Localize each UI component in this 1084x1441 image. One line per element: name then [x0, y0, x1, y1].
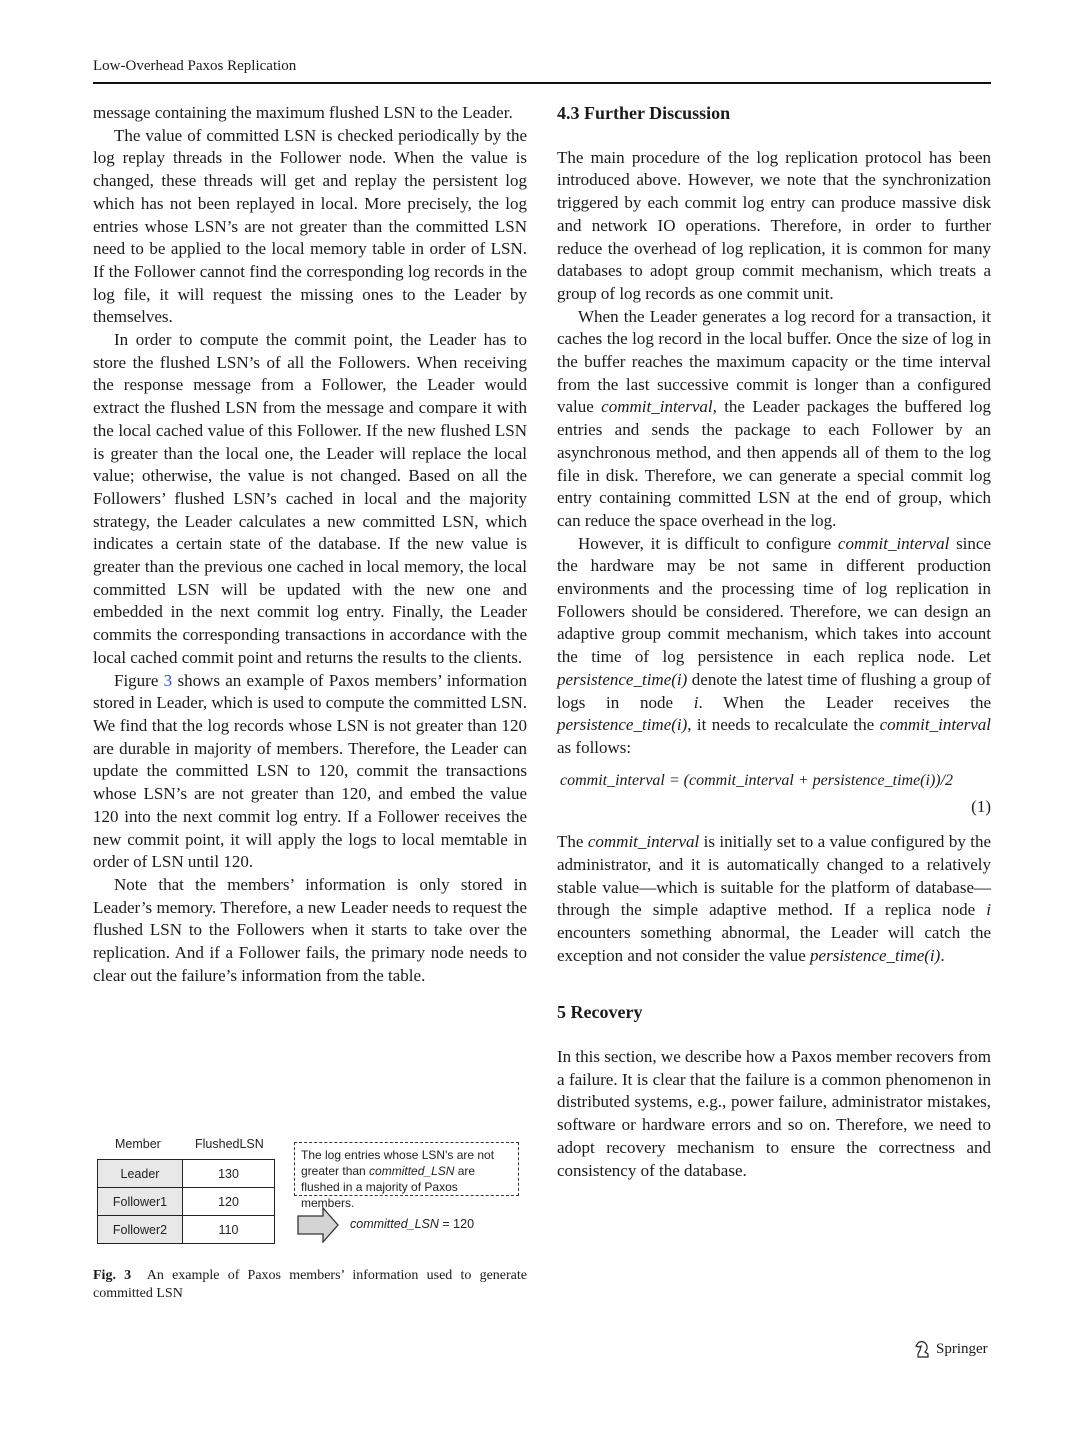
lsn-cell: 110	[183, 1216, 275, 1244]
paragraph-figure-ref	[93, 670, 527, 874]
paragraph: The value of committed LSN is checked periodically by the log replay threads in the Follower node. When the value is changed, these threads will get and replay the persistent log which has not been replayed in local. More precisely, the log entries whose LSN’s are not greater than the committed LSN need to be applied to the local memory table in order of LSN. If the Follower cannot find the corresponding log records in the log file, it will request the missing ones to the Leader by themselves.	[93, 125, 527, 327]
paragraph: The main procedure of the log replication protocol has been introduced above. However, we note that the synchronization triggered by each commit log entry can produce massive disk and network IO operations. Therefore, in order to further reduce the overhead of log replication, it is common for many databases to adopt group commit mechanism, which treats a group of log records as one commit unit.	[557, 147, 991, 303]
member-cell: Leader	[98, 1160, 183, 1188]
caption-text: An example of Paxos members’ information used to generate committed LSN	[93, 1268, 527, 1301]
figure-3-link[interactable]: 3	[163, 670, 173, 690]
figure-3	[93, 1133, 527, 1263]
figure-caption	[93, 1267, 527, 1303]
note-box	[294, 1142, 519, 1210]
table-row	[98, 1188, 275, 1216]
lsn-cell: 120	[183, 1188, 275, 1216]
paragraph-text: shows an example of Paxos members’ information stored in Leader, which is used to compute the committed LSN. We find that the log records whose LSN is not greater than 120 are durable in majority of members. Therefore, the Leader can update the committed LSN to 120, commit the transactions whose LSN’s are not greater than 120, and embed the value 120 into the next commit log entry. If a Follower receives the new commit point, it will apply the logs to local memtable in order of LSN until 120.	[93, 670, 528, 872]
paragraph: When the Leader generates a log record for a transaction, it caches the log record in the local buffer. Once the size of log in the buffer reaches the maximum capacity or the time interval from the last successive commit is longer than a configured value commit_interval, the Leader packages the buffered log entries and sends the package to each Follower by an asynchronous method, and then appends all of them to the log file in disk. Therefore, we can generate a special commit log entry containing committed LSN at the end of group, which can reduce the space overhead in the log.	[557, 306, 991, 530]
springer-knight-logo-icon	[914, 1339, 932, 1359]
paragraph: In this section, we describe how a Paxos member recovers from a failure. It is clear that the failure is a common phenomenon in distributed systems, e.g., power failure, administrator mistakes, software or hardware errors and so on. Therefore, we need to adopt recovery mechanism to ensure the correctness and consistency of the database.	[557, 1047, 991, 1180]
note-text: are flushed in a majority of Paxos members.	[301, 1164, 476, 1210]
equation-1	[560, 770, 991, 793]
member-cell: Follower2	[98, 1216, 183, 1244]
note-text: The log entries whose LSN's are not greater than	[301, 1148, 495, 1178]
right-arrow-icon	[297, 1207, 339, 1243]
section-heading-5: 5 Recovery	[557, 1002, 643, 1023]
committed-lsn-result	[350, 1217, 474, 1231]
publisher-logo	[914, 1339, 988, 1359]
equation-number: (1)	[971, 797, 991, 817]
paragraph: The commit_interval is initially set to a value configured by the administrator, and it is automatically changed to a relatively stable value—which is suitable for the platform of database—through the simple adaptive method. If a replica node i encounters something abnormal, the Leader will catch the exception and not consider the value persistence_time(i).	[557, 832, 991, 965]
col-header-member: Member	[115, 1137, 161, 1151]
col-header-flushedlsn: FlushedLSN	[195, 1137, 264, 1151]
note-italic: committed_LSN	[369, 1164, 455, 1178]
paragraph: Note that the members’ information is only stored in Leader’s memory. Therefore, a new Leader needs to request the flushed LSN to the Followers when it starts to take over the replication. And if a Follower fails, the primary node needs to clear out the failure’s information from the table.	[93, 874, 527, 985]
figure-ref-prefix: Figure	[114, 670, 164, 690]
member-cell: Follower1	[98, 1188, 183, 1216]
paragraph: message containing the maximum flushed LSN to the Leader.	[93, 103, 513, 122]
lsn-cell: 130	[183, 1160, 275, 1188]
table-row	[98, 1216, 275, 1244]
header-rule	[93, 82, 991, 84]
caption-label: Fig. 3	[93, 1268, 132, 1283]
running-title: Low-Overhead Paxos Replication	[93, 58, 297, 74]
publisher-name: Springer	[936, 1340, 988, 1357]
result-label: committed_LSN	[350, 1217, 439, 1231]
section-heading-4-3: 4.3 Further Discussion	[557, 103, 731, 123]
result-value: = 120	[438, 1217, 475, 1231]
table-row	[98, 1160, 275, 1188]
members-table	[97, 1159, 275, 1244]
paragraph: In order to compute the commit point, the Leader has to store the flushed LSN’s of all the Followers. When receiving the response message from a Follower, the Leader would extract the flushed LSN from the message and compare it with the local cached value of this Follower. If the new flushed LSN is greater than the local one, the Leader will replace the local value; otherwise, the value is not changed. Based on all the Followers’ flushed LSN’s cached in local and the majority strategy, the Leader calculates a new committed LSN, which indicates a certain state of the database. If the new value is greater than the previous one cached in local memory, the local committed LSN will be updated with the new one and embedded in the next commit log entry. Finally, the Leader commits the corresponding transactions in accordance with the local cached commit point and returns the results to the clients.	[93, 330, 527, 667]
equation-text: commit_interval = (commit_interval + persistence_time(i))/2	[560, 771, 954, 789]
paragraph: However, it is difficult to configure commit_interval since the hardware may be not same in different production environments and the processing time of log replication in Followers should be considered. Therefore, we can design an adaptive group commit mechanism, which takes into account the time of log persistence in each replica node. Let persistence_time(i) denote the latest time of flushing a group of logs in node i. When the Leader receives the persistence_time(i), it needs to recalculate the commit_interval as follows:	[557, 533, 992, 757]
right-column	[557, 102, 991, 1182]
left-column	[93, 102, 527, 987]
